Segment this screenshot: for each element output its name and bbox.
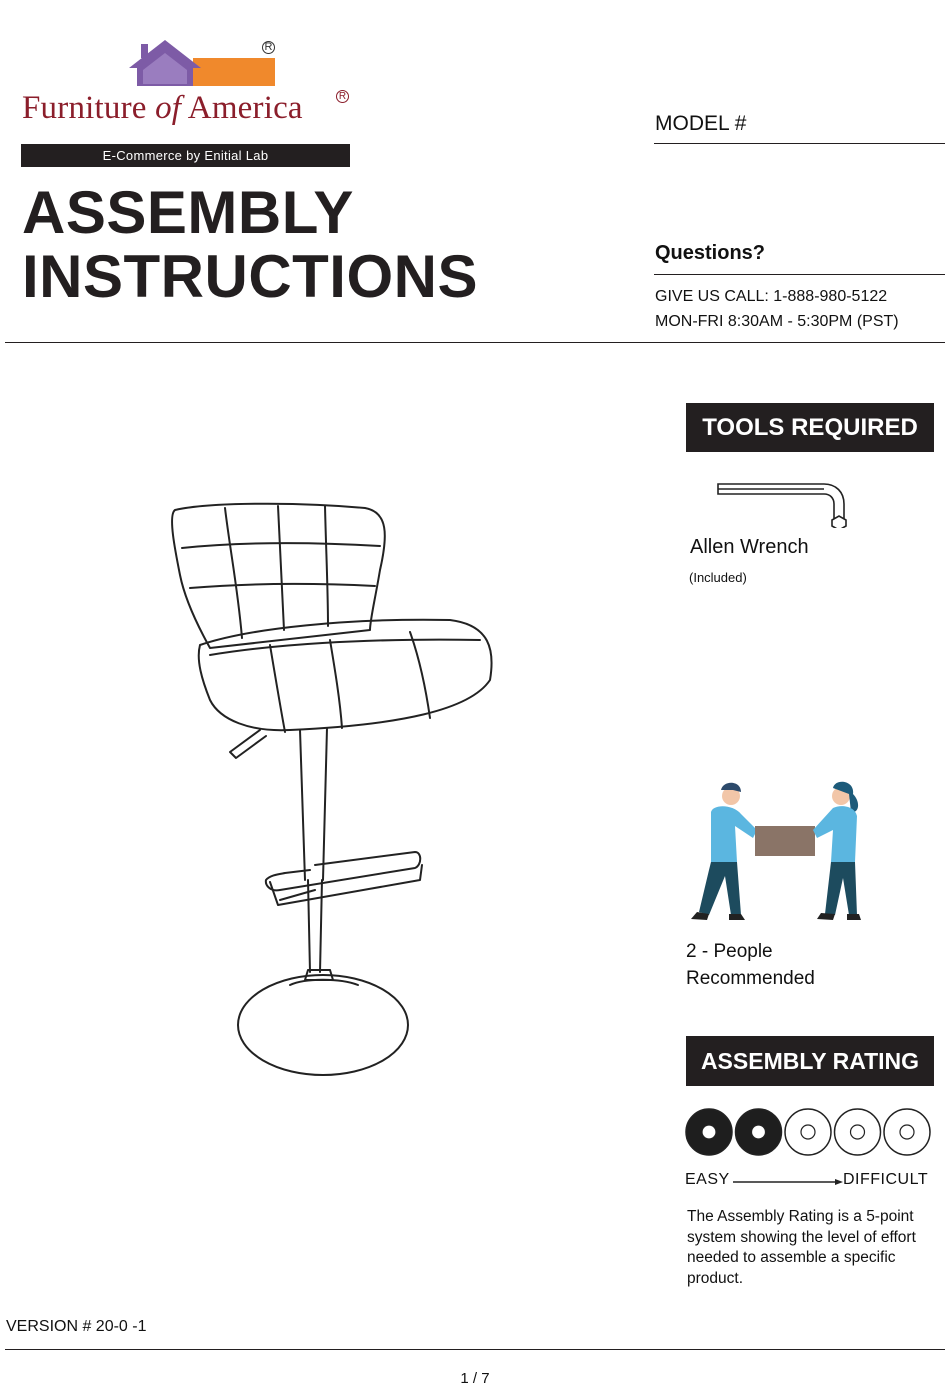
rating-description: The Assembly Rating is a 5-point system showing the level of effort needed to assemble a specific product. (687, 1208, 916, 1287)
rating-dot-empty (785, 1109, 831, 1155)
assembly-rating-dots (685, 1107, 935, 1157)
header-rule (5, 342, 945, 343)
model-rule (654, 143, 945, 144)
rating-dot-empty (884, 1109, 930, 1155)
hours-line: MON-FRI 8:30AM - 5:30PM (PST) (655, 313, 899, 330)
footer-rule (5, 1349, 945, 1350)
title-line-1: ASSEMBLY (22, 179, 354, 246)
bar-stool-illustration (130, 480, 530, 1080)
assembly-rating-heading: ASSEMBLY RATING (686, 1036, 934, 1086)
registered-mark-small: R (336, 90, 349, 103)
tools-required-heading: TOOLS REQUIRED (686, 403, 934, 452)
version-number: VERSION # 20-0 -1 (6, 1318, 147, 1335)
house-logo-icon (125, 36, 280, 92)
people-recommended: Recommended (686, 968, 815, 989)
registered-mark: R (262, 41, 275, 54)
rating-dot-empty (835, 1109, 881, 1155)
rating-dot-filled (686, 1109, 732, 1155)
people-count: 2 - People (686, 941, 773, 962)
model-label: MODEL # (655, 112, 747, 135)
page-number: 1 / 7 (460, 1370, 490, 1387)
brand-tagline: E-Commerce by Enitial Lab (21, 144, 350, 167)
rating-dot-filled (736, 1109, 782, 1155)
questions-heading: Questions? (655, 242, 766, 264)
scale-difficult-label: DIFFICULT (843, 1171, 929, 1188)
questions-rule (654, 274, 945, 275)
brand-name: Furniture of America (22, 90, 303, 126)
title-line-2: INSTRUCTIONS (22, 243, 478, 310)
two-people-carrying-box-icon (683, 780, 878, 925)
tool-note: (Included) (689, 570, 747, 585)
allen-wrench-icon (714, 480, 849, 528)
tool-name: Allen Wrench (690, 536, 809, 558)
people-recommendation (686, 938, 815, 992)
phone-line: GIVE US CALL: 1-888-980-5122 (655, 288, 888, 305)
scale-easy-label: EASY (685, 1171, 730, 1188)
